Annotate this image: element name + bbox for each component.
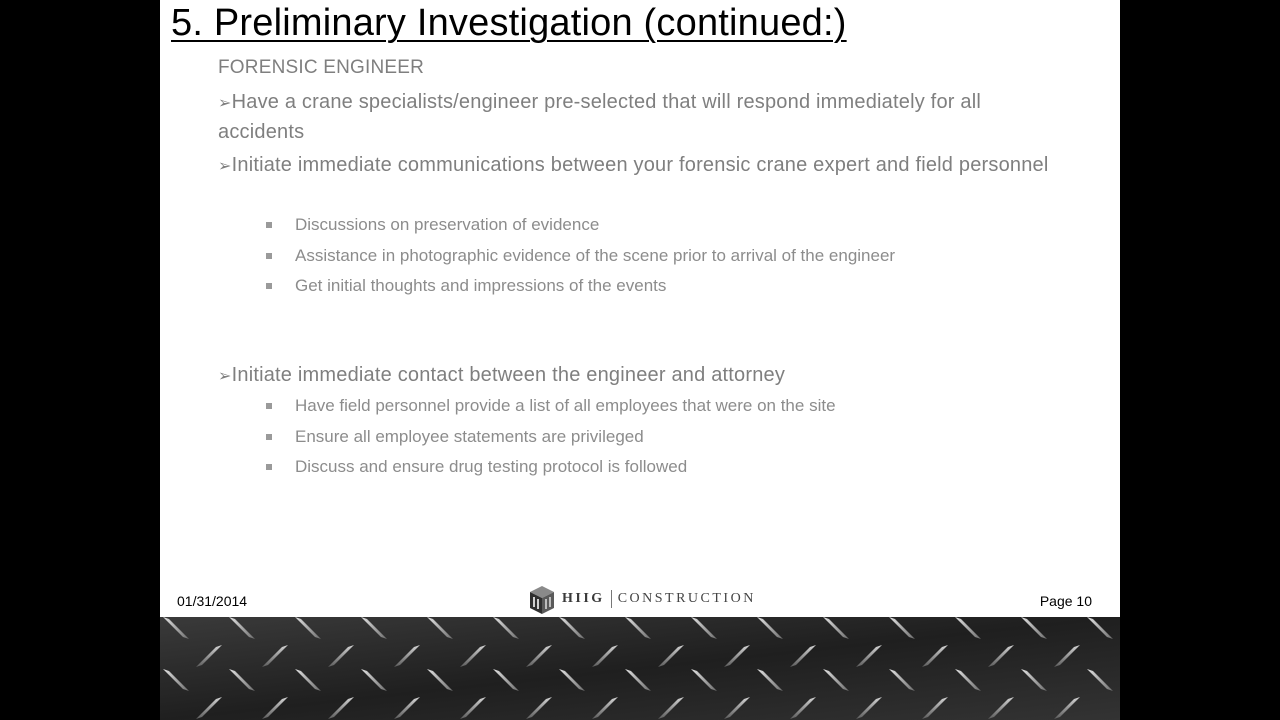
slide [160,0,1120,720]
square-bullet-icon [266,253,272,259]
building-logo-icon [528,583,556,615]
square-bullet-icon [266,434,272,440]
arrow-bullet-icon: ➢ [218,95,232,112]
logo-text-construction: CONSTRUCTION [617,591,756,606]
square-bullet-icon [266,403,272,409]
bullet-2-text: Initiate immediate communications between your forensic crane expert and field personnel [231,154,1049,176]
bullet-1-text: Have a crane specialists/engineer pre-selected that will respond immediately for all accidents [218,91,981,143]
square-bullet-icon [266,464,272,470]
diamond-plate-decoration [160,617,1120,720]
subheading: FORENSIC ENGINEER [218,57,425,78]
sub-bullet-text: Discuss and ensure drug testing protocol is followed [295,457,688,476]
sub-bullet-text: Get initial thoughts and impressions of the events [295,276,667,295]
logo-divider [611,590,612,608]
bullet-3-text: Initiate immediate contact between the engineer and attorney [231,364,786,386]
bullet-2 [218,151,1068,181]
sub-bullet-text: Discussions on preservation of evidence [295,215,600,234]
sub-bullet [266,427,1056,447]
sub-bullet [266,215,1056,235]
sub-bullet [266,457,1056,477]
arrow-bullet-icon: ➢ [218,158,232,175]
bullet-3 [218,361,1068,391]
footer-page-number: Page 10 [1039,593,1092,609]
square-bullet-icon [266,222,272,228]
arrow-bullet-icon: ➢ [218,368,232,385]
sub-bullet [266,246,1056,266]
sub-bullet-text: Have field personnel provide a list of all employees that were on the site [295,396,836,415]
square-bullet-icon [266,283,272,289]
sub-bullet-text: Assistance in photographic evidence of the scene prior to arrival of the engineer [295,246,896,265]
company-logo [528,583,756,615]
footer-date: 01/31/2014 [177,593,248,609]
bullet-1 [218,88,1068,147]
logo-text-hiig: HIIG [562,591,605,606]
sub-bullet [266,396,1056,416]
sub-bullet [266,276,1056,296]
sub-bullet-text: Ensure all employee statements are privileged [295,427,644,446]
slide-title: 5. Preliminary Investigation (continued:) [171,2,847,44]
